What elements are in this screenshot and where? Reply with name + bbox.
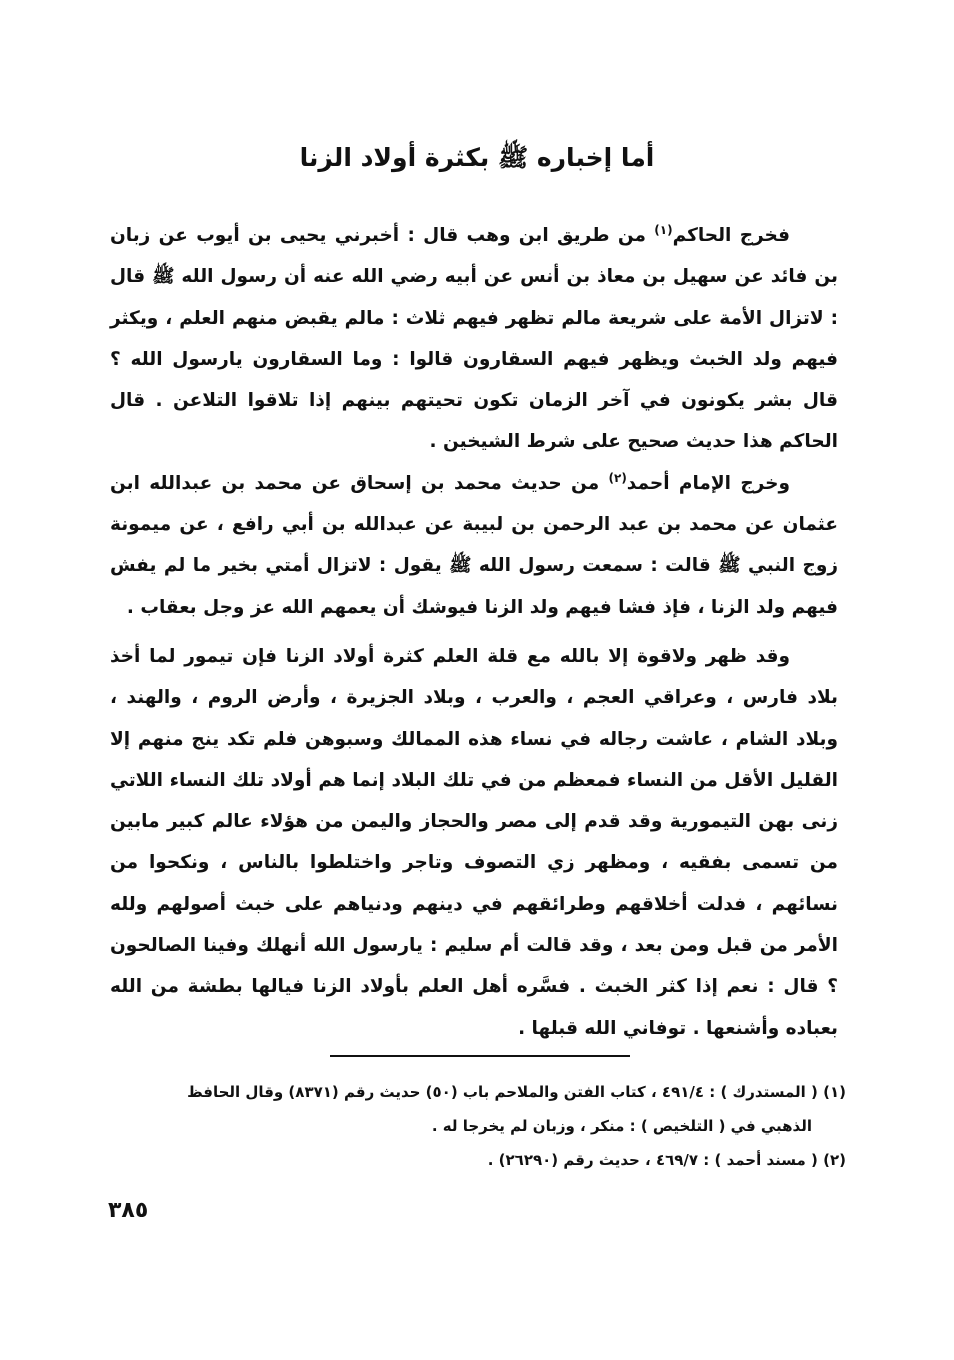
footnote-ref-2: (٢): [608, 470, 627, 485]
body-text: [110, 215, 838, 1049]
paragraph-2: [110, 463, 838, 628]
footnote-2: (٢) ( مسند أحمد ) : ٤٦٩/٧ ، حديث رقم (٢٦٢٩٠) .: [487, 1151, 846, 1169]
paragraph-1-text: من طريق ابن وهب قال : أخبرني يحيى بن أيوب عن زبان بن فائد عن سهيل بن معاذ بن أنس عن أبيه رضي الله عنه أن رسول الله ﷺ قال : لاتزال الأمة على شريعة مالم تظهر فيهم ثلاث : مالم يقبض منهم العلم ، ويكثر فيهم ولد الخبث ويظهر فيهم السقارون قالوا : وما السقارون يارسول الله ؟ قال بشر يكونون في آخر الزمان تكون تحيتهم بينهم إذا تلاقوا التلاعن . قال الحاكم هذا حديث صحيح على شرط الشيخين .: [110, 225, 838, 453]
footnotes: [110, 1075, 846, 1177]
footnote-separator: [330, 1055, 630, 1057]
paragraph-3: [110, 636, 838, 1049]
footnote-1-line-2: الذهبي في ( التلخيص ) : منكر ، وزبان لم يخرجا له .: [431, 1117, 812, 1135]
page-number: ٣٨٥: [108, 1198, 149, 1223]
footnote-1-line-1: (١) ( المستدرك ) : ٤٩١/٤ ، كتاب الفتن والملاحم باب (٥٠) حديث رقم (٨٣٧١) وقال الحافظ: [187, 1083, 846, 1101]
footnote-ref-1: (١): [654, 222, 673, 237]
chapter-title: أما إخباره ﷺ بكثرة أولاد الزنا: [299, 143, 655, 172]
paragraph-2-opening: وخرج الإمام أحمد: [626, 472, 790, 494]
paragraph-2-text: من حديث محمد بن إسحاق عن محمد بن عبدالله ابن عثمان عن محمد بن عبد الرحمن بن لبيبة عن عبدالله بن أبي رافع ، عن ميمونة زوج النبي ﷺ قالت : سمعت رسول الله ﷺ يقول : لاتزال أمتي بخير ما لم يفش فيهم ولد الزنا ، فإذ فشا فيهم ولد الزنا فيوشك أن يعمهم الله عز وجل بعقاب .: [110, 472, 838, 618]
paragraph-3-text: وقد ظهر ولاقوة إلا بالله مع قلة العلم كثرة أولاد الزنا فإن تيمور لما أخذ بلاد فارس ، وعراقي العجم ، والعرب ، وبلاد الجزيرة ، وأرض الروم ، والهند ، وبلاد الشام ، عاشت رجاله في نساء هذه الممالك وسبوهن فلم تكد ينج منهم إلا القليل الأقل من النساء فمعظم من في تلك البلاد إنما هم أولاد تلك النساء اللاتي زنى بهن التيمورية وقد قدم إلى مصر والحجاز واليمن من هؤلاء عالم كبير مابين من تسمى بفقيه ، ومظهر زي التصوف وتاجر واختلطوا بالناس ، ونكحوا من نسائهم ، فدلت أخلاقهم وطرائقهم في دينهم ودنياهم على خبث أصولهم ولله الأمر من قبل ومن بعد ، وقد قالت أم سليم : يارسول الله أنهلك وفينا الصالحون ؟ قال : نعم إذا كثر الخبث . فسَّره أهل العلم بأولاد الزنا فيالها بطشة من الله بعباده وأشنعها . توفاني الله قبلها .: [110, 645, 838, 1039]
paragraph-1: [110, 215, 838, 463]
paragraph-1-opening: فخرج الحاكم: [672, 225, 790, 246]
